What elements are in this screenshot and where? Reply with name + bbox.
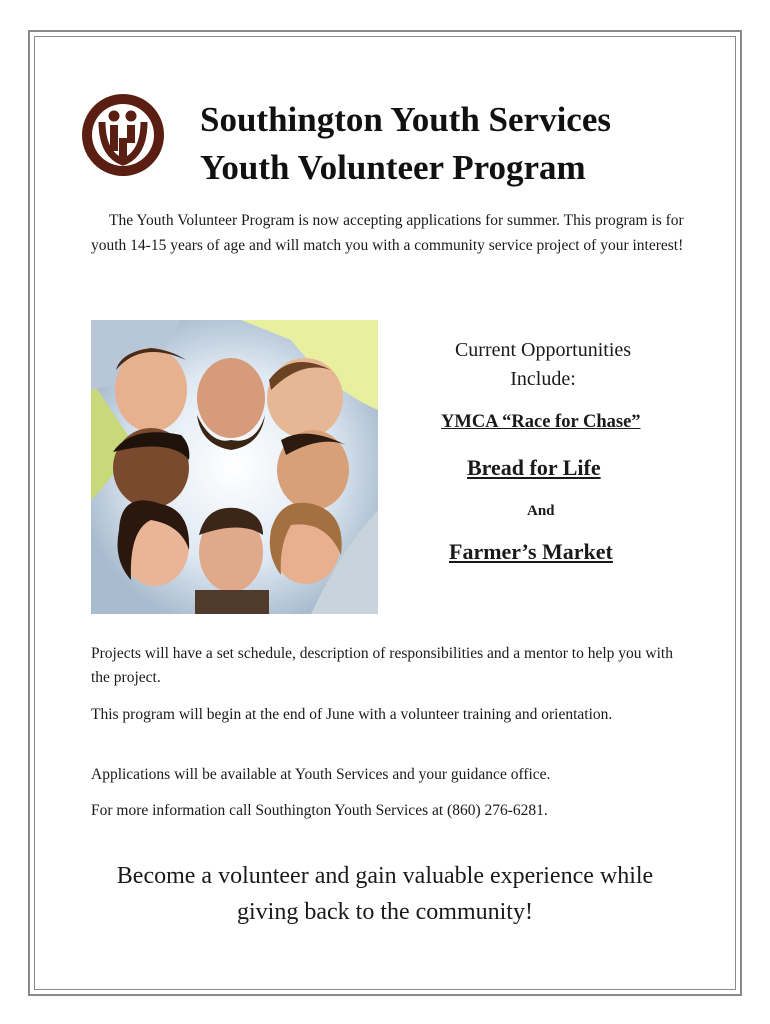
intro-paragraph: The Youth Volunteer Program is now accepting applications for summer. This program is for youth 14-15 years of age and will match you with a community service project of your interest! bbox=[91, 212, 684, 254]
opportunities-heading-line-1: Current Opportunities bbox=[454, 339, 632, 361]
schedule-paragraph: This program will begin at the end of June with a volunteer training and orientation. bbox=[91, 706, 613, 723]
contact-paragraph: For more information call Southington Youth Services at (860) 276-6281. bbox=[91, 802, 548, 819]
applications-paragraph: Applications will be available at Youth Services and your guidance office. bbox=[91, 766, 551, 783]
group-of-youth-photo bbox=[91, 320, 378, 614]
youth-services-logo-icon bbox=[80, 92, 166, 178]
opportunity-ymca: YMCA “Race for Chase” bbox=[441, 412, 641, 432]
title-line-2: Youth Volunteer Program bbox=[200, 148, 586, 187]
closing-line-1: Become a volunteer and gain valuable experience while bbox=[116, 863, 654, 889]
opportunities-heading-block bbox=[420, 336, 666, 394]
opportunities-heading bbox=[420, 336, 666, 394]
opportunity-bread-for-life: Bread for Life bbox=[467, 455, 601, 480]
closing-statement bbox=[60, 858, 710, 930]
projects-paragraph: Projects will have a set schedule, description of responsibilities and a mentor to help you with the project. bbox=[91, 645, 673, 686]
title-line-1: Southington Youth Services bbox=[200, 100, 611, 139]
opportunity-farmers-market: Farmer’s Market bbox=[449, 539, 613, 564]
closing-line-2: giving back to the community! bbox=[237, 899, 533, 925]
page-title bbox=[200, 96, 611, 192]
opportunity-connector: And bbox=[527, 503, 555, 519]
opportunities-heading-line-2: Include: bbox=[510, 368, 576, 390]
